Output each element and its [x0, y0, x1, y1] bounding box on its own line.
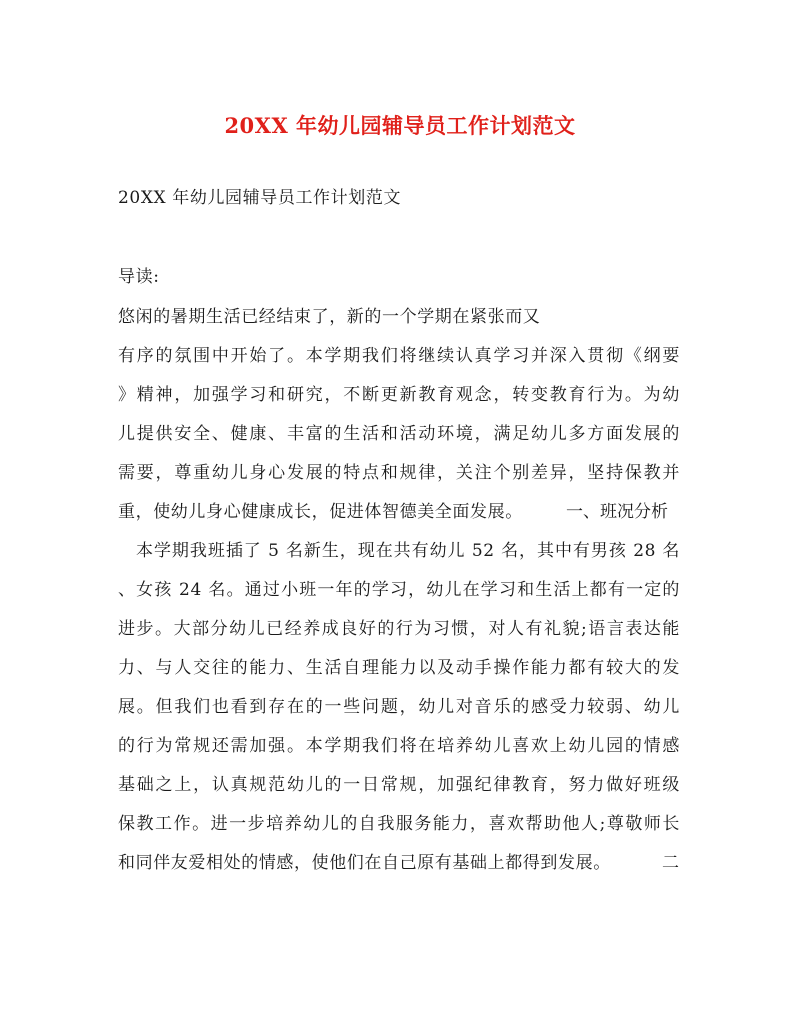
- section-two-start: 二: [662, 853, 679, 873]
- body-line-4: 儿提供安全、健康、丰富的生活和活动环境，满足幼儿多方面发展的: [118, 424, 680, 444]
- body-line-13: 基础之上，认真规范幼儿的一日常规，加强纪律教育，努力做好班级: [118, 775, 680, 795]
- body-line-10: 力、与人交往的能力、生活自理能力以及动手操作能力都有较大的发: [118, 658, 680, 678]
- body-line-3: 》精神，加强学习和研究，不断更新教育观念，转变教育行为。为幼: [118, 385, 680, 405]
- body-line-12: 的行为常规还需加强。本学期我们将在培养幼儿喜欢上幼儿园的情感: [118, 736, 680, 756]
- body-line-8: 、女孩 24 名。通过小班一年的学习，幼儿在学习和生活上都有一定的: [118, 580, 680, 600]
- body-line-9: 进步。大部分幼儿已经养成良好的行为习惯，对人有礼貌;语言表达能: [118, 619, 680, 639]
- lead-label: 导读:: [118, 267, 160, 287]
- body-line-14: 保教工作。进一步培养幼儿的自我服务能力，喜欢帮助他人;尊敬师长: [118, 814, 680, 834]
- body-line-11: 展。但我们也看到存在的一些问题，幼儿对音乐的感受力较弱、幼儿: [118, 697, 680, 717]
- body-line-5: 需要，尊重幼儿身心发展的特点和规律，关注个别差异，坚持保教并: [118, 463, 680, 483]
- body-line-15: 和同伴友爱相处的情感，使他们在自己原有基础上都得到发展。: [118, 853, 611, 873]
- document-title: 20XX 年幼儿园辅导员工作计划范文: [224, 113, 576, 138]
- section-one-heading: 一、班况分析: [566, 502, 668, 522]
- body-line-1: 悠闲的暑期生活已经结束了，新的一个学期在紧张而又: [118, 307, 541, 327]
- document-subtitle: 20XX 年幼儿园辅导员工作计划范文: [118, 188, 402, 208]
- body-line-6: 重，使幼儿身心健康成长，促进体智德美全面发展。: [118, 502, 523, 522]
- body-line-2: 有序的氛围中开始了。本学期我们将继续认真学习并深入贯彻《纲要: [118, 346, 680, 366]
- body-line-7: 本学期我班插了 5 名新生，现在共有幼儿 52 名，其中有男孩 28 名: [136, 541, 680, 561]
